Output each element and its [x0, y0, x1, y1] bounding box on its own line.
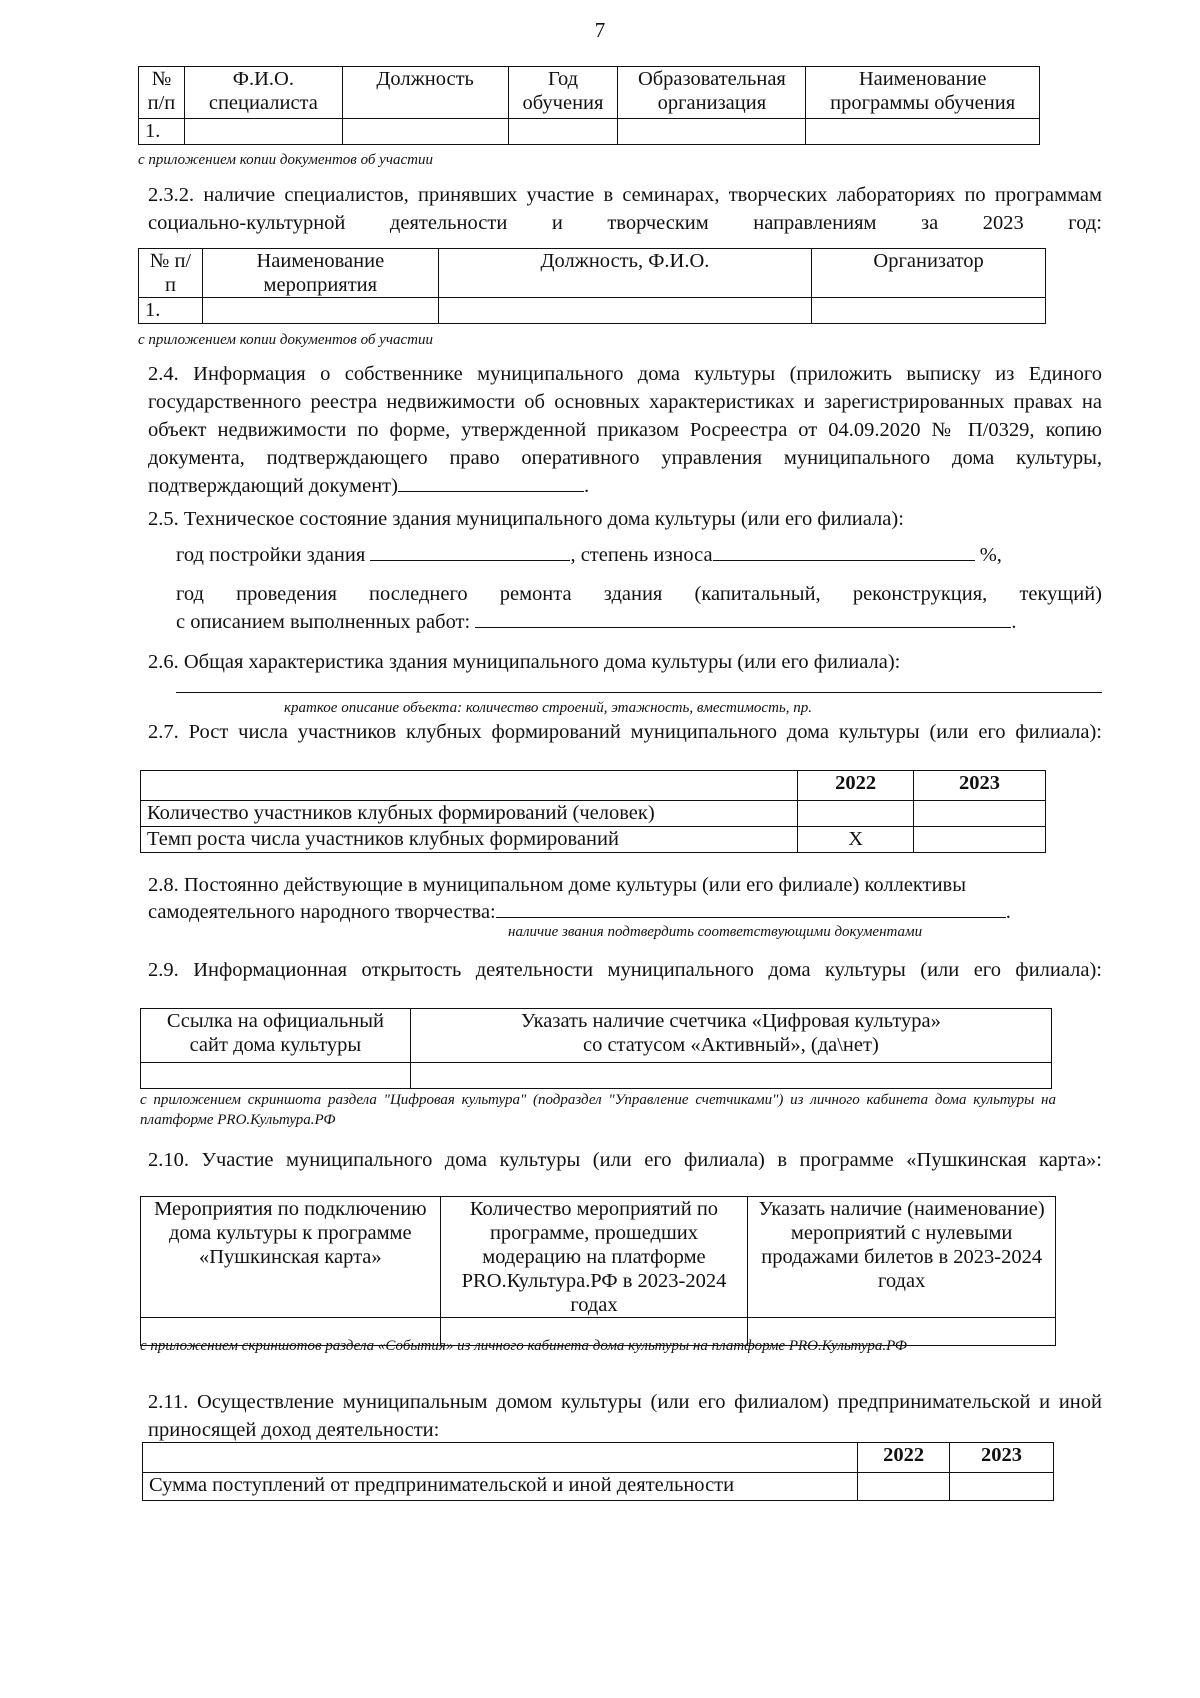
- row-label: Темп роста числа участников клубных формирований: [141, 827, 798, 853]
- seminars-note: с приложением копии документов об участии: [138, 332, 433, 348]
- pushkin-note: с приложением скриншотов раздела «События» из личного кабинета дома культуры на платформе PRO.Культура.РФ: [140, 1338, 907, 1354]
- table-cell: [508, 119, 618, 145]
- counter-header: [410, 1009, 1051, 1063]
- header-cell: Ф.И.О. специалиста: [184, 67, 342, 119]
- section-2-4-text: 2.4. Информация о собственнике муниципального дома культуры (приложить выписку из Единого государственного реестра недвижимости об основных характеристиках и зарегистрированных правах на объект недвижимости по форме, утвержденной приказом Росреестра от 04.09.2020 № П/0329, копию документа, подтверждающего право оперативного управления муниципального дома культуры, подтверждающий документ): [148, 363, 1102, 497]
- participants-table: [140, 770, 1046, 853]
- section-2-8-line1: 2.8. Постоянно действующие в муниципальном доме культуры (или его филиале) коллективы: [148, 874, 967, 896]
- section-2-5-year-line: [176, 541, 1102, 569]
- table-cell: [184, 119, 342, 145]
- section-2-11-title: 2.11. Осуществление муниципальным домом культуры (или его филиалом) предпринимательской и иной приносящей доход деятельности:: [148, 1391, 1102, 1441]
- section-2-7-title: 2.7. Рост числа участников клубных формирований муниципального дома культуры (или его филиала):: [148, 721, 1102, 743]
- table-cell: [914, 827, 1046, 853]
- table-cell: [438, 298, 811, 324]
- pushkin-card-table: [140, 1196, 1056, 1346]
- year-header: 2022: [798, 771, 914, 801]
- table-cell: [141, 771, 798, 801]
- training-note: с приложением копии документов об участии: [138, 152, 433, 168]
- table-cell: [806, 119, 1040, 145]
- table-cell: [202, 298, 438, 324]
- section-2-8-label: самодеятельного народного творчества:: [148, 901, 496, 923]
- table-cell: [141, 1063, 411, 1089]
- header-cell: № п/п: [139, 67, 185, 119]
- table-row: [143, 1473, 1054, 1501]
- wear-blank[interactable]: [713, 541, 975, 561]
- moderation-header: Количество мероприятий по программе, прошедших модерацию на платформе PRO.Культура.РФ в 2023-2024 годах: [440, 1197, 748, 1318]
- header-cell: Наименование мероприятия: [202, 249, 438, 298]
- collectives-blank[interactable]: [496, 898, 1006, 918]
- row-label: Количество участников клубных формирований (человек): [141, 801, 798, 827]
- description-blank[interactable]: [176, 692, 1102, 693]
- income-table: [142, 1442, 1054, 1501]
- header-cell: Должность: [342, 67, 508, 119]
- counter-header-line1: Указать наличие счетчика «Цифровая культура»: [520, 1010, 941, 1032]
- answer-blank[interactable]: [398, 472, 584, 492]
- header-cell: № п/п: [139, 249, 203, 298]
- collectives-hint: наличие звания подтвердить соответствующими документами: [508, 924, 923, 940]
- year-built-blank[interactable]: [370, 541, 570, 561]
- year-header: 2023: [914, 771, 1046, 801]
- repair-label: с описанием выполненных работ:: [176, 611, 471, 633]
- table-cell: [798, 801, 914, 827]
- description-hint: краткое описание объекта: количество строений, этажность, вместимость, пр.: [284, 700, 813, 716]
- header-cell: Наименование программы обучения: [806, 67, 1040, 119]
- table-cell: [950, 1473, 1054, 1501]
- year-built-label: год постройки здания: [176, 544, 366, 566]
- wear-label: , степень износа: [570, 544, 713, 566]
- table-cell: [410, 1063, 1051, 1089]
- counter-header-line2: со статусом «Активный», (да\нет): [582, 1034, 879, 1056]
- table-cell: [812, 298, 1046, 324]
- seminars-table: [138, 248, 1046, 324]
- repair-line-1: год проведения последнего ремонта здания (капитальный, реконструкция, текущий): [176, 583, 1102, 605]
- table-row: [141, 1063, 1052, 1089]
- zero-sales-header: Указать наличие (наименование) мероприятий с нулевыми продажами билетов в 2023-2024 годах: [748, 1197, 1056, 1318]
- openness-header-row: [141, 1009, 1052, 1063]
- section-2-9-title: 2.9. Информационная открытость деятельности муниципального дома культуры (или его филиала):: [148, 959, 1102, 981]
- section-2-5-title: 2.5. Техническое состояние здания муниципального дома культуры (или его филиала):: [148, 508, 904, 530]
- header-cell: Организатор: [812, 249, 1046, 298]
- header-cell: Год обучения: [508, 67, 618, 119]
- table-row: [139, 298, 1046, 324]
- repair-blank[interactable]: [475, 608, 1011, 628]
- section-2-10-title: 2.10. Участие муниципального дома культуры (или его филиала) в программе «Пушкинская карта»:: [148, 1149, 1102, 1171]
- events-header: Мероприятия по подключению дома культуры к программе «Пушкинская карта»: [141, 1197, 441, 1318]
- participants-header-row: [141, 771, 1046, 801]
- table-cell: [143, 1443, 858, 1473]
- table-cell: [914, 801, 1046, 827]
- table-cell: [858, 1473, 950, 1501]
- section-2-3-2: 2.3.2. наличие специалистов, принявших участие в семинарах, творческих лабораториях по программам социально-культурной деятельности и творческим направлениям за 2023 год:: [148, 184, 1102, 234]
- header-cell: Образовательная организация: [618, 67, 806, 119]
- year-header: 2022: [858, 1443, 950, 1473]
- table-row: [141, 801, 1046, 827]
- website-header: Ссылка на официальный сайт дома культуры: [141, 1009, 411, 1063]
- year-header: 2023: [950, 1443, 1054, 1473]
- table-cell: X: [798, 827, 914, 853]
- openness-note: с приложением скриншота раздела "Цифровая культура" (подраздел "Управление счетчиками") из личного кабинета дома культуры на платформе PRO.Культура.РФ: [140, 1092, 1056, 1128]
- table-cell: [618, 119, 806, 145]
- seminars-header-row: [139, 249, 1046, 298]
- training-table: [138, 66, 1040, 145]
- row-number: 1.: [139, 298, 203, 324]
- table-row: [141, 827, 1046, 853]
- pushkin-header-row: [141, 1197, 1056, 1318]
- repair-line-2: с описанием выполненных работ: .: [176, 608, 1102, 636]
- table-row: [139, 119, 1040, 145]
- header-cell: Должность, Ф.И.О.: [438, 249, 811, 298]
- section-2-6-title: 2.6. Общая характеристика здания муниципального дома культуры (или его филиала):: [148, 651, 901, 673]
- percent-sign: %,: [979, 544, 1002, 566]
- page-number: 7: [594, 18, 606, 42]
- openness-table: [140, 1008, 1052, 1089]
- income-header-row: [143, 1443, 1054, 1473]
- row-number: 1.: [139, 119, 185, 145]
- section-2-8-line2: самодеятельного народного творчества: .: [148, 898, 1102, 926]
- training-header-row: [139, 67, 1040, 119]
- row-label: Сумма поступлений от предпринимательской и иной деятельности: [143, 1473, 858, 1501]
- section-2-4: 2.4. Информация о собственнике муниципального дома культуры (приложить выписку из Единого государственного реестра недвижимости об основных характеристиках и зарегистрированных правах на объект недвижимости по форме, утвержденной приказом Росреестра от 04.09.2020 № П/0329, копию документа, подтверждающего право оперативного управления муниципального дома культуры, подтверждающий документ) .: [148, 363, 1102, 497]
- table-cell: [342, 119, 508, 145]
